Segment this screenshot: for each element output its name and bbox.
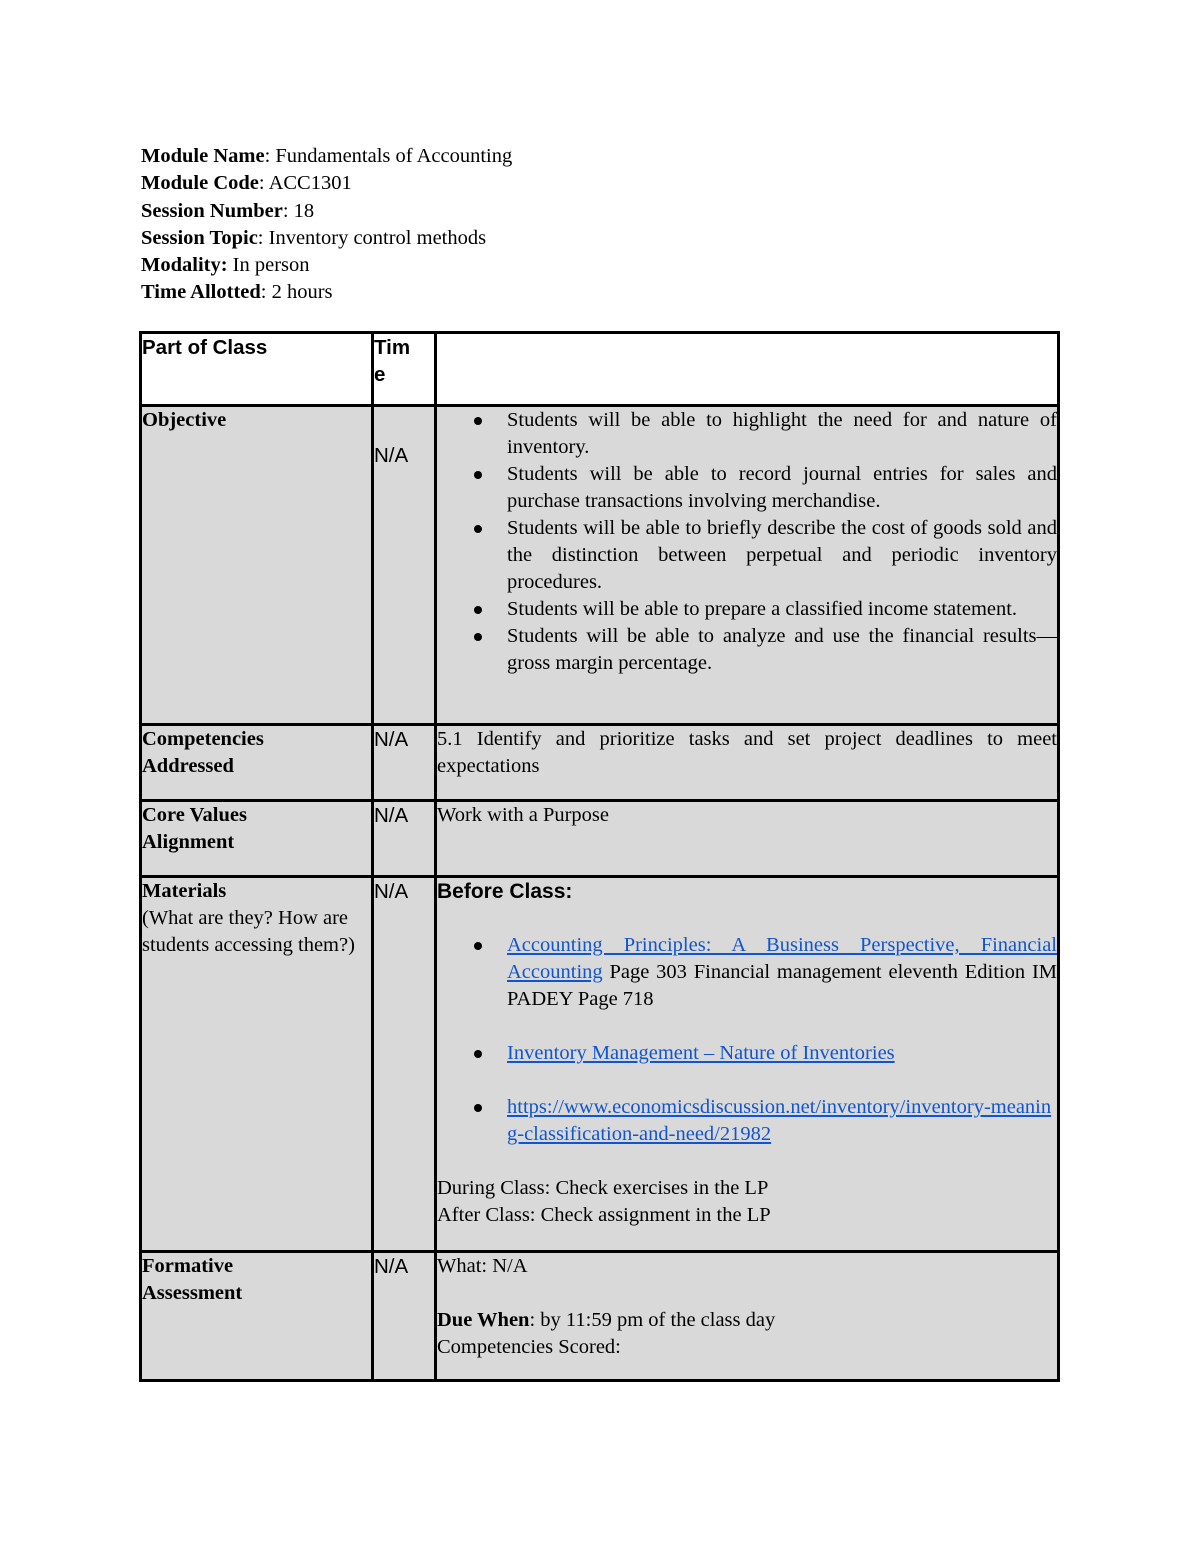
modality-value: In person [227, 254, 310, 277]
session-number-row [141, 198, 512, 225]
core-values-label-b: Alignment [142, 831, 235, 853]
time-header-b: e [374, 363, 386, 386]
session-topic-label: Session Topic [141, 226, 258, 249]
session-number-value: : 18 [282, 199, 315, 222]
list-item: Students will be able to highlight the need for and nature of inventory. [507, 407, 1057, 461]
objective-content [436, 406, 1059, 725]
after-class-text: After Class: Check assignment in the LP [437, 1204, 771, 1226]
formative-label [141, 1252, 373, 1381]
competencies-time: N/A [373, 725, 436, 801]
list-item [507, 1094, 1057, 1148]
during-class-text: During Class: Check exercises in the LP [437, 1177, 769, 1199]
part-of-class-header: Part of Class [141, 333, 373, 406]
objective-list [437, 407, 1057, 677]
formative-row [141, 1252, 1059, 1381]
formative-label-b: Assessment [142, 1282, 243, 1304]
economics-discussion-link[interactable]: https://www.economicsdiscussion.net/inventory/inventory-meaning-classification-and-need/21982 [507, 1096, 1052, 1145]
due-when-label: Due When [437, 1309, 530, 1331]
list-item: Students will be able to record journal entries for sales and purchase transactions involving merchandise. [507, 461, 1057, 515]
materials-label: Materials [142, 880, 227, 902]
lesson-plan-table [139, 331, 1060, 1382]
session-topic-value: : Inventory control methods [257, 226, 487, 249]
blank-header-cell [436, 333, 1059, 406]
inventory-management-link[interactable]: Inventory Management – Nature of Inventories [507, 1042, 895, 1064]
module-name-value: : Fundamentals of Accounting [264, 145, 513, 167]
materials-row [141, 877, 1059, 1252]
module-code-row [141, 170, 512, 197]
module-code-label: Module Code [141, 172, 259, 195]
competencies-label-a: Competencies [142, 728, 264, 750]
session-number-label: Session Number [141, 199, 283, 222]
modality-row [141, 252, 512, 279]
due-when-value: : by 11:59 pm of the class day [529, 1309, 776, 1331]
session-header [141, 143, 512, 307]
list-item: Students will be able to briefly describe the cost of goods sold and the distinction between perpetual and periodic inventory procedures. [507, 515, 1057, 596]
time-allotted-label: Time Allotted [141, 281, 261, 304]
competencies-label [141, 725, 373, 801]
materials-sub: (What are they? How are students accessing them?) [142, 907, 355, 956]
formative-content [436, 1252, 1059, 1381]
session-topic-row [141, 225, 512, 252]
time-allotted-row [141, 279, 512, 306]
formative-time: N/A [373, 1252, 436, 1381]
table-header-row [141, 333, 1059, 406]
list-item [507, 1040, 1057, 1067]
materials-list [437, 932, 1057, 1148]
list-item [507, 932, 1057, 1013]
before-class-heading: Before Class: [437, 880, 573, 903]
core-values-row [141, 801, 1059, 877]
time-header [373, 333, 436, 406]
list-item: Students will be able to prepare a classified income statement. [507, 596, 1057, 623]
competencies-text: 5.1 Identify and prioritize tasks and set project deadlines to meet expectations [436, 725, 1059, 801]
materials-content [436, 877, 1059, 1252]
formative-label-a: Formative [142, 1255, 234, 1277]
time-header-a: Tim [374, 336, 411, 359]
core-values-time: N/A [373, 801, 436, 877]
list-item: Students will be able to analyze and use the financial results—gross margin percentage. [507, 623, 1057, 677]
objective-label: Objective [141, 406, 373, 725]
competencies-scored: Competencies Scored: [437, 1336, 621, 1358]
accounting-principles-link[interactable]: Accounting Principles: A Business Perspective, Financial Accounting [507, 934, 1057, 983]
core-values-text: Work with a Purpose [436, 801, 1059, 877]
materials-time: N/A [373, 877, 436, 1252]
competencies-row [141, 725, 1059, 801]
module-name-label: Module Name [141, 145, 265, 167]
module-code-value: : ACC1301 [258, 172, 352, 195]
materials-link1-rest: Page 303 Financial management eleventh Edition IM PADEY Page 718 [507, 961, 1057, 1010]
competencies-label-b: Addressed [142, 755, 234, 777]
materials-label-cell [141, 877, 373, 1252]
module-name-row [141, 143, 512, 170]
objective-time: N/A [373, 406, 436, 725]
core-values-label-a: Core Values [142, 804, 247, 826]
objective-row [141, 406, 1059, 725]
core-values-label [141, 801, 373, 877]
modality-label: Modality: [141, 254, 228, 277]
time-allotted-value: : 2 hours [260, 281, 333, 304]
formative-due [437, 1307, 1057, 1334]
formative-what: What: N/A [437, 1255, 528, 1277]
